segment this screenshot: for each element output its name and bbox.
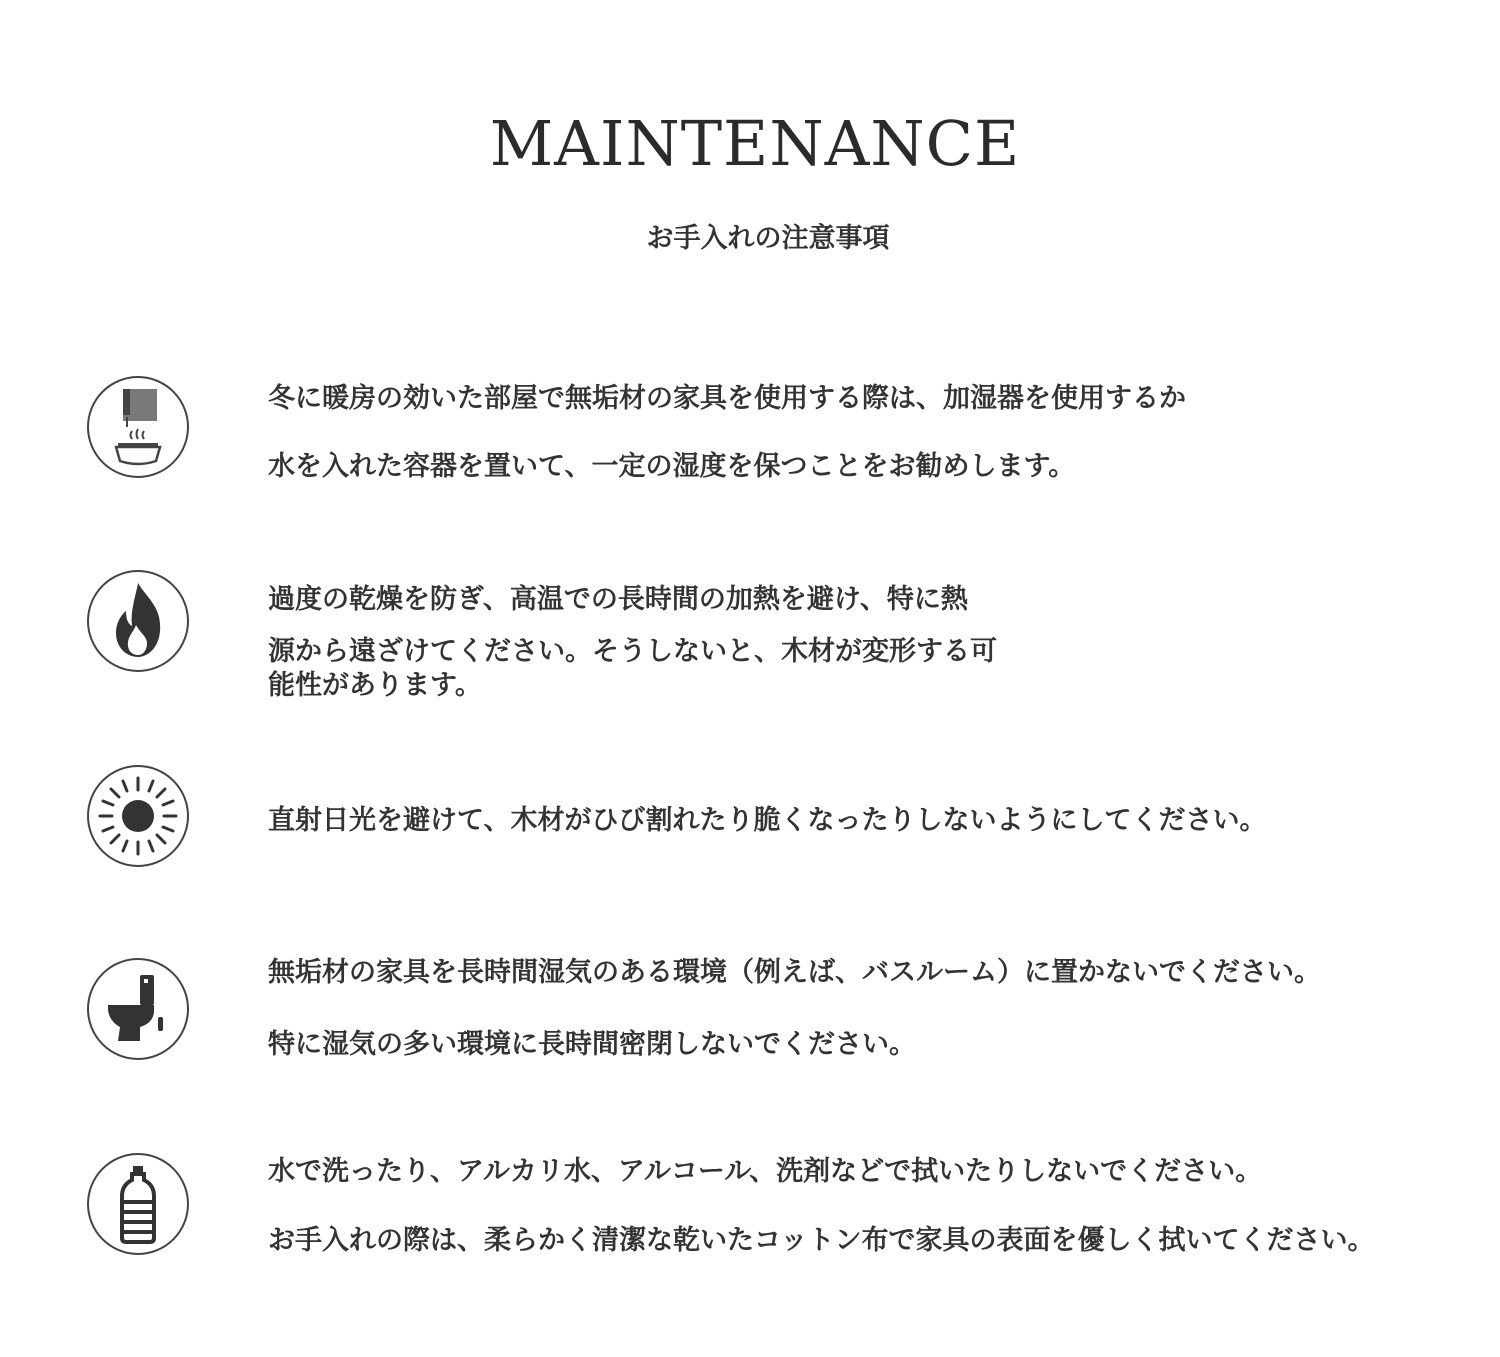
item-4-line-1: 無垢材の家具を長時間湿気のある環境（例えば、バスルーム）に置かないでください。	[268, 957, 1321, 988]
item-5-line-2: お手入れの際は、柔らかく清潔な乾いたコットン布で家具の表面を優しく拭いてください。	[268, 1225, 1375, 1256]
item-2-line-3: 能性があります。	[268, 670, 482, 701]
sun-icon	[86, 764, 190, 868]
humidifier-icon	[86, 375, 190, 479]
page-subtitle: お手入れの注意事項	[646, 223, 890, 254]
flame-icon	[86, 569, 190, 673]
item-2-line-1: 過度の乾燥を防ぎ、高温での長時間の加熱を避け、特に熱	[268, 584, 968, 615]
item-5-line-1: 水で洗ったり、アルカリ水、アルコール、洗剤などで拭いたりしないでください。	[268, 1156, 1263, 1187]
item-3-line-1: 直射日光を避けて、木材がひび割れたり脆くなったりしないようにしてください。	[268, 805, 1267, 836]
item-1-line-1: 冬に暖房の効いた部屋で無垢材の家具を使用する際は、加湿器を使用するか	[268, 383, 1186, 414]
item-4-line-2: 特に湿気の多い環境に長時間密閉しないでください。	[268, 1029, 916, 1060]
toilet-icon	[86, 957, 190, 1061]
bottle-icon	[86, 1152, 190, 1256]
item-1-line-2: 水を入れた容器を置いて、一定の湿度を保つことをお勧めします。	[268, 451, 1076, 482]
page-title: MAINTENANCE	[489, 107, 1021, 180]
item-2-line-2: 源から遠ざけてください。そうしないと、木材が変形する可	[268, 636, 997, 667]
